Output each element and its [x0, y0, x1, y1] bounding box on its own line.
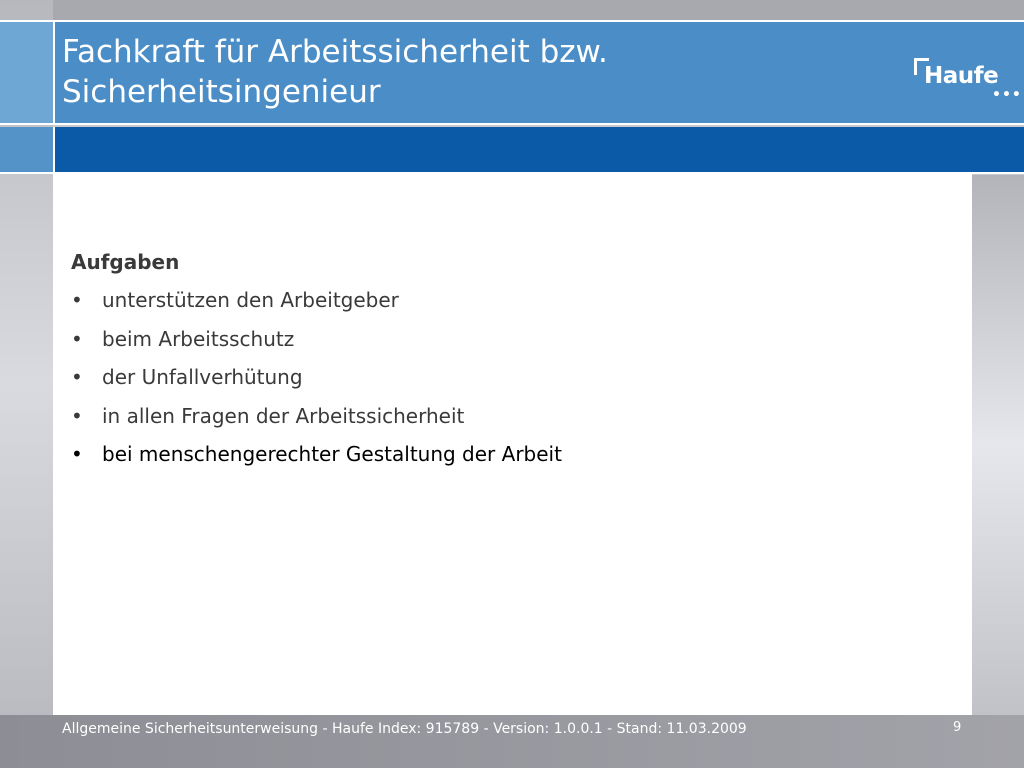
bullet-icon: • — [71, 365, 83, 389]
bullet-icon: • — [71, 442, 83, 466]
background-top-strip — [53, 0, 1024, 20]
bullet-icon: • — [71, 326, 83, 351]
background-right-strip — [972, 175, 1024, 715]
header-left-sub-block — [0, 127, 53, 174]
haufe-logo — [912, 58, 1022, 103]
page-number: 9 — [953, 720, 962, 735]
page-title — [62, 32, 782, 112]
logo-text: Haufe — [924, 63, 999, 89]
content-area — [53, 174, 972, 715]
logo-dots-icon: ••• — [992, 87, 1022, 103]
page-title-line2: Sicherheitsingenieur — [62, 74, 381, 110]
section-heading: Aufgaben — [71, 250, 180, 274]
list-item-text: in allen Fragen der Arbeitssicherheit — [102, 403, 465, 428]
list-item-text: unterstützen den Arbeitgeber — [102, 288, 399, 312]
header-left-block — [0, 20, 53, 125]
sub-band — [53, 127, 1024, 174]
bullet-icon: • — [71, 288, 83, 312]
footer-text: Allgemeine Sicherheitsunterweisung - Haufe Index: 915789 - Version: 1.0.0.1 - Stand: 11.03.2009 — [62, 721, 747, 737]
list-item-text: beim Arbeitsschutz — [102, 326, 295, 351]
bullet-icon: • — [71, 403, 83, 428]
list-item-text: bei menschengerechter Gestaltung der Arbeit — [102, 442, 562, 466]
list-item-text: der Unfallverhütung — [102, 365, 303, 389]
page-title-line1: Fachkraft für Arbeitssicherheit bzw. — [62, 34, 608, 70]
